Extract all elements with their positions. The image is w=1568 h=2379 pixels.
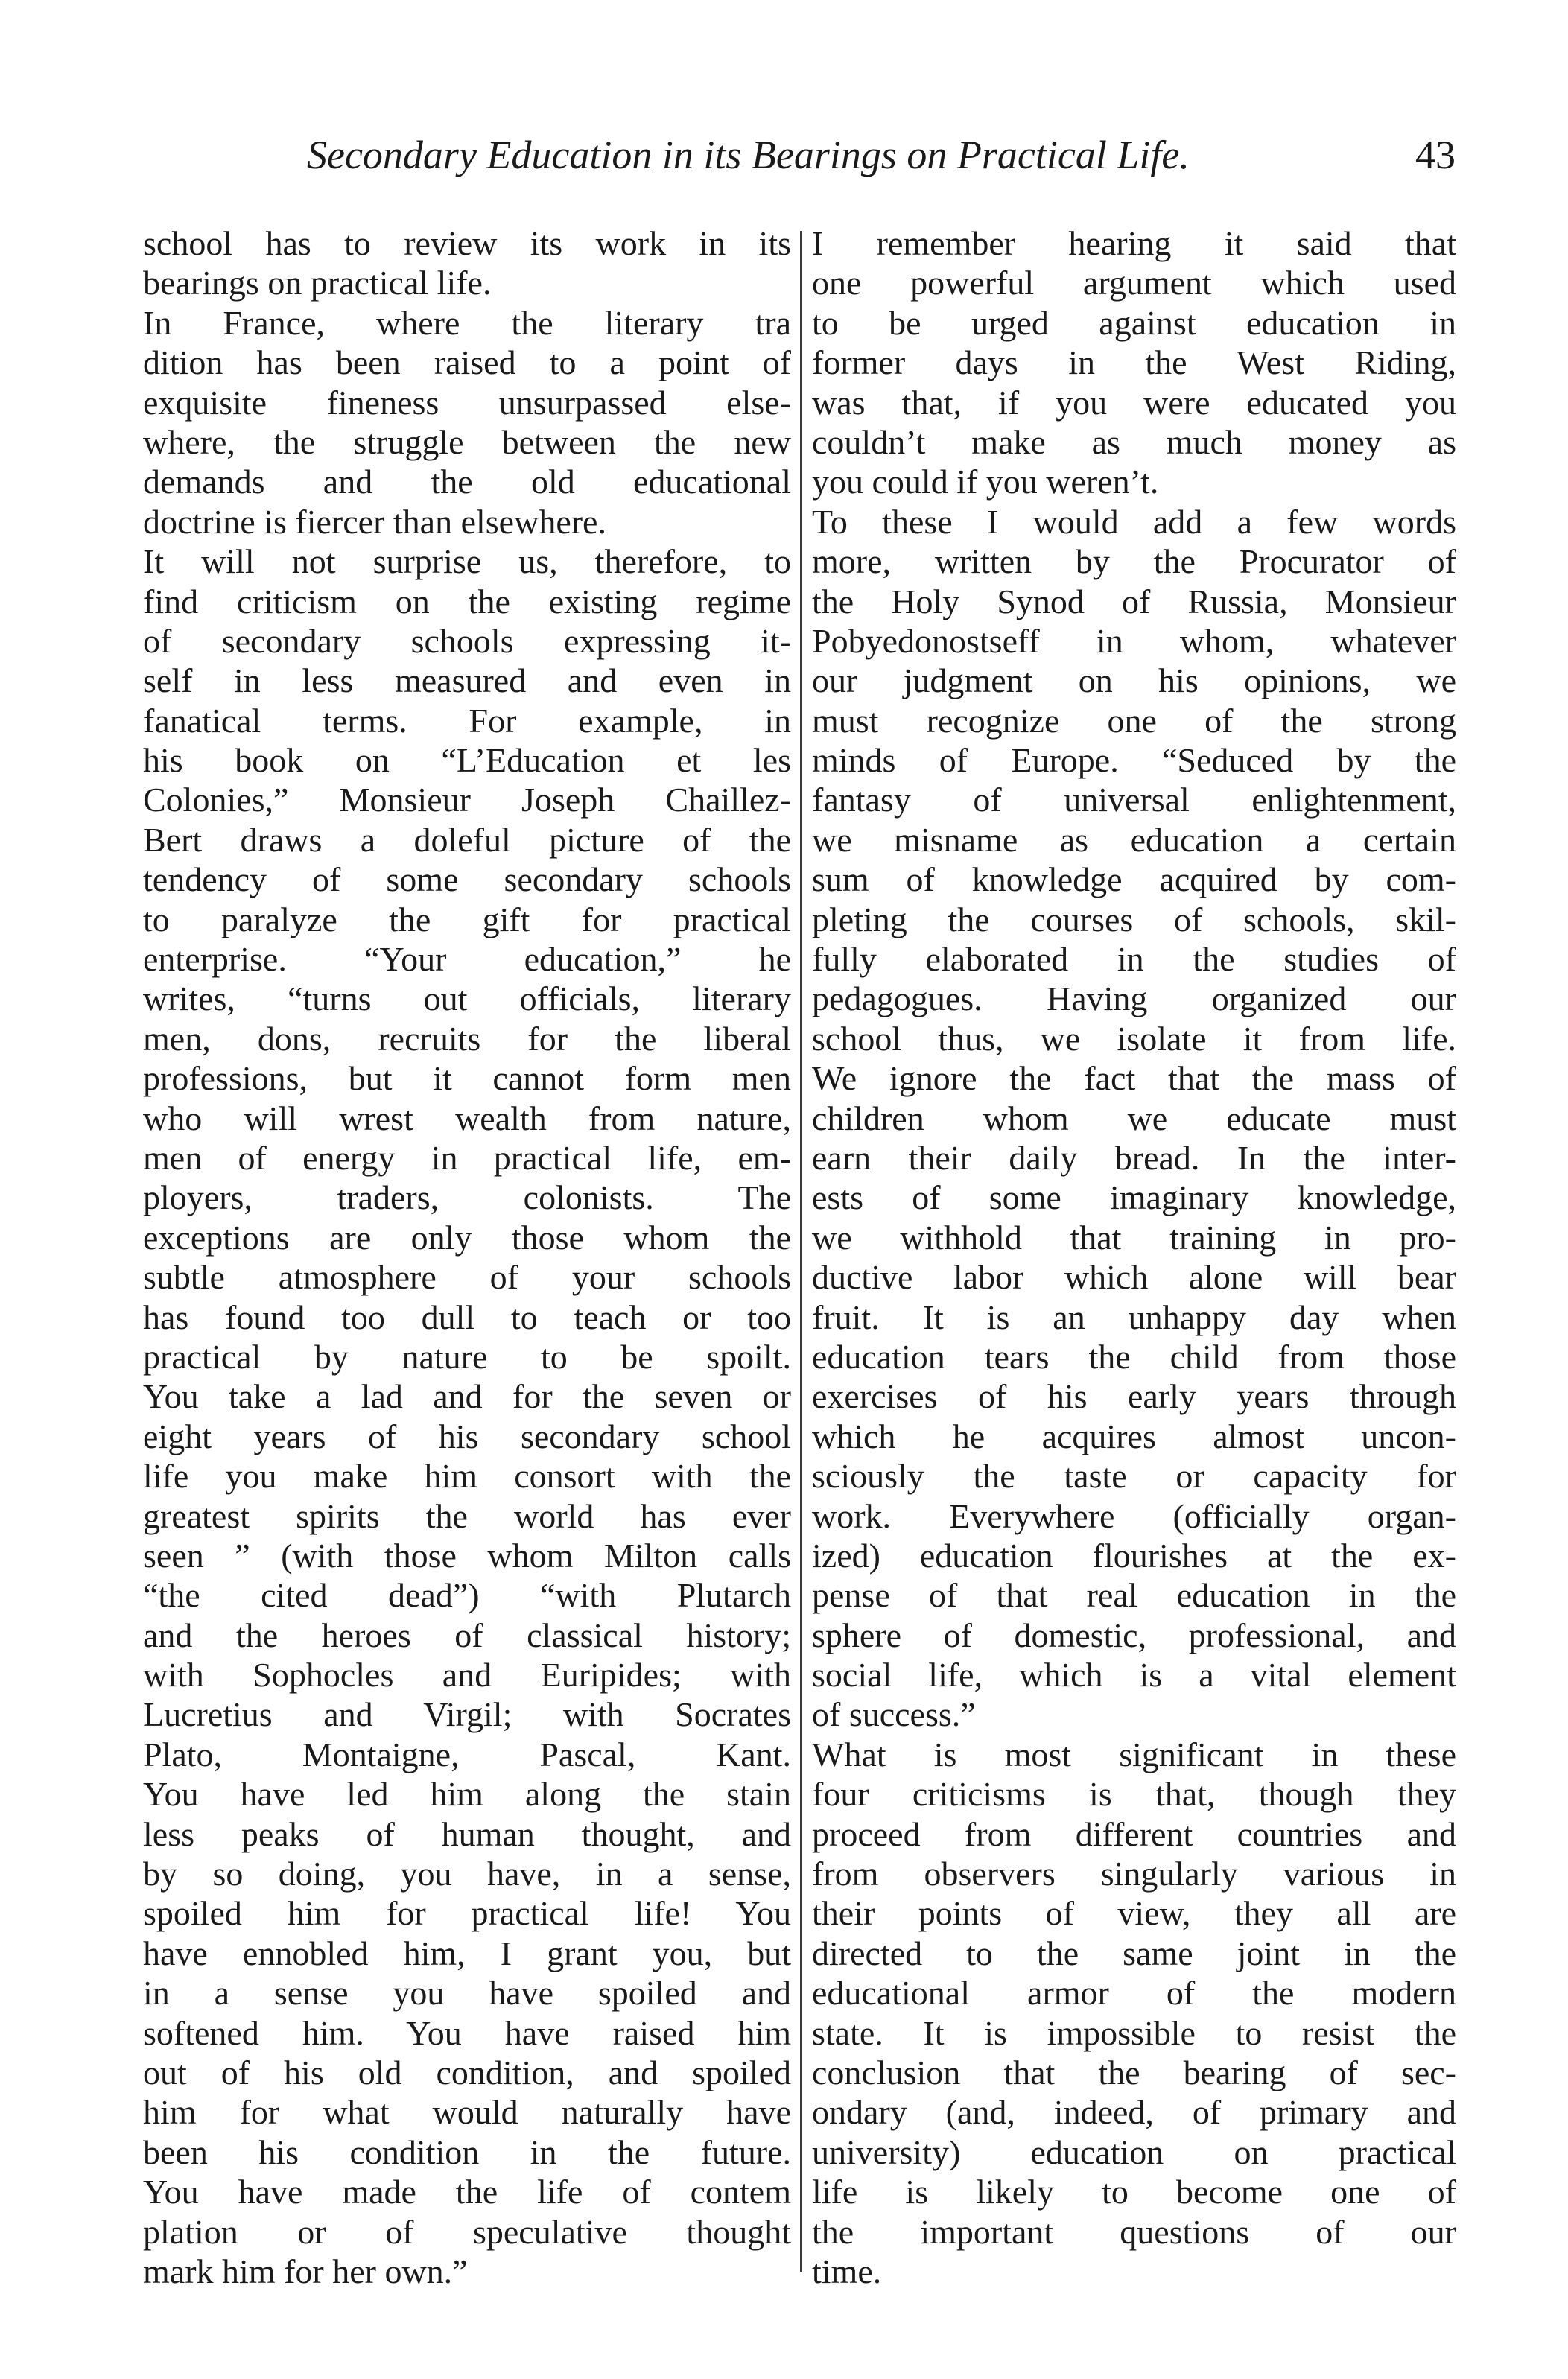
- text-line: life is likely to become one of: [812, 2173, 1456, 2211]
- text-line: tendency of some secondary schools: [143, 860, 791, 899]
- text-line: from observers singularly various in: [812, 1855, 1456, 1893]
- text-line: exceptions are only those whom the: [143, 1218, 791, 1257]
- text-line: writes, “turns out officials, literary: [143, 979, 791, 1018]
- text-line: Bert draws a doleful picture of the: [143, 820, 791, 859]
- text-line: pedagogues. Having organized our: [812, 979, 1456, 1018]
- text-line: was that, if you were educated you: [812, 383, 1456, 422]
- text-line: practical by nature to be spoilt.: [143, 1337, 791, 1376]
- text-line: our judgment on his opinions, we: [812, 661, 1456, 700]
- text-line: seen ” (with those whom Milton calls: [143, 1536, 791, 1575]
- text-line: by so doing, you have, in a sense,: [143, 1855, 791, 1893]
- column-divider: [800, 231, 802, 2272]
- text-line: the important questions of our: [812, 2212, 1456, 2251]
- text-line: who will wrest wealth from nature,: [143, 1099, 791, 1137]
- text-line: sum of knowledge acquired by com-: [812, 860, 1456, 899]
- text-line: his book on “L’Education et les: [143, 741, 791, 780]
- text-line: I remember hearing it said that: [812, 224, 1456, 262]
- text-line: pense of that real education in the: [812, 1576, 1456, 1615]
- text-line: enterprise. “Your education,” he: [143, 940, 791, 979]
- text-line: social life, which is a vital element: [812, 1656, 1456, 1694]
- text-line: subtle atmosphere of your schools: [143, 1258, 791, 1297]
- text-line: school has to review its work in its: [143, 224, 791, 262]
- text-line: You have led him along the stain: [143, 1775, 791, 1814]
- text-line: their points of view, they all are: [812, 1894, 1456, 1933]
- text-line: have ennobled him, I grant you, but: [143, 1934, 791, 1972]
- text-line: dition has been raised to a point of: [143, 343, 791, 382]
- text-line: spoiled him for practical life! You: [143, 1894, 791, 1933]
- text-line: of success.”: [812, 1695, 976, 1734]
- text-line: out of his old condition, and spoiled: [143, 2053, 791, 2091]
- text-line: university) education on practical: [812, 2132, 1456, 2171]
- text-line: where, the struggle between the new: [143, 422, 791, 461]
- text-line: doctrine is fiercer than elsewhere.: [143, 502, 606, 541]
- text-line: exquisite fineness unsurpassed else-: [143, 383, 791, 422]
- text-line: conclusion that the bearing of sec-: [812, 2053, 1456, 2091]
- left-text-column: [143, 223, 791, 2291]
- text-line: exercises of his early years through: [812, 1377, 1456, 1416]
- text-line: professions, but it cannot form men: [143, 1059, 791, 1098]
- text-line: find criticism on the existing regime: [143, 582, 791, 620]
- text-line: fully elaborated in the studies of: [812, 940, 1456, 979]
- text-line: must recognize one of the strong: [812, 701, 1456, 740]
- text-line: fantasy of universal enlightenment,: [812, 781, 1456, 819]
- text-line: one powerful argument which used: [812, 264, 1456, 302]
- text-line: with Sophocles and Euripides; with: [143, 1656, 791, 1694]
- text-line: demands and the old educational: [143, 463, 791, 501]
- text-line: men of energy in practical life, em-: [143, 1138, 791, 1177]
- text-line: we withhold that training in pro-: [812, 1218, 1456, 1257]
- text-line: less peaks of human thought, and: [143, 1814, 791, 1853]
- text-line: state. It is impossible to resist the: [812, 2013, 1456, 2052]
- text-line: children whom we educate must: [812, 1099, 1456, 1137]
- text-line: self in less measured and even in: [143, 661, 791, 700]
- text-line: ests of some imaginary knowledge,: [812, 1178, 1456, 1217]
- text-line: four criticisms is that, though they: [812, 1775, 1456, 1814]
- text-line: the Holy Synod of Russia, Monsieur: [812, 582, 1456, 620]
- right-text-column: [812, 223, 1456, 2291]
- text-line: educational armor of the modern: [812, 1974, 1456, 2013]
- running-head: Secondary Education in its Bearings on Practical Life.: [307, 133, 1190, 177]
- page-number: 43: [1415, 133, 1456, 177]
- text-line: We ignore the fact that the mass of: [812, 1059, 1456, 1098]
- text-line: You have made the life of contem: [143, 2173, 791, 2211]
- text-line: and the heroes of classical history;: [143, 1616, 791, 1654]
- text-line: fanatical terms. For example, in: [143, 701, 791, 740]
- text-line: ized) education flourishes at the ex-: [812, 1536, 1456, 1575]
- text-line: to be urged against education in: [812, 303, 1456, 342]
- text-line: been his condition in the future.: [143, 2132, 791, 2171]
- text-line: Colonies,” Monsieur Joseph Chaillez-: [143, 781, 791, 819]
- text-line: school thus, we isolate it from life.: [812, 1019, 1456, 1058]
- text-line: former days in the West Riding,: [812, 343, 1456, 382]
- text-line: to paralyze the gift for practical: [143, 900, 791, 938]
- text-line: which he acquires almost uncon-: [812, 1417, 1456, 1455]
- text-line: ductive labor which alone will bear: [812, 1258, 1456, 1297]
- text-line: him for what would naturally have: [143, 2093, 791, 2132]
- text-line: more, written by the Procurator of: [812, 542, 1456, 581]
- text-line: directed to the same joint in the: [812, 1934, 1456, 1972]
- text-line: bearings on practical life.: [143, 264, 492, 302]
- text-line: ployers, traders, colonists. The: [143, 1178, 791, 1217]
- text-line: couldn’t make as much money as: [812, 422, 1456, 461]
- text-line: life you make him consort with the: [143, 1457, 791, 1496]
- text-line: mark him for her own.”: [143, 2252, 468, 2290]
- text-line: in a sense you have spoiled and: [143, 1974, 791, 2013]
- text-line: sphere of domestic, professional, and: [812, 1616, 1456, 1654]
- text-line: Pobyedonostseff in whom, whatever: [812, 621, 1456, 660]
- text-line: In France, where the literary tra: [143, 303, 791, 342]
- text-line: It will not surprise us, therefore, to: [143, 542, 791, 581]
- text-line: You take a lad and for the seven or: [143, 1377, 791, 1416]
- text-line: proceed from different countries and: [812, 1814, 1456, 1853]
- text-line: greatest spirits the world has ever: [143, 1496, 791, 1535]
- text-line: eight years of his secondary school: [143, 1417, 791, 1455]
- text-line: work. Everywhere (officially organ-: [812, 1496, 1456, 1535]
- text-line: time.: [812, 2252, 882, 2290]
- page-header: [0, 125, 1568, 185]
- text-line: has found too dull to teach or too: [143, 1298, 791, 1336]
- text-line: pleting the courses of schools, skil-: [812, 900, 1456, 938]
- text-line: minds of Europe. “Seduced by the: [812, 741, 1456, 780]
- text-line: What is most significant in these: [812, 1735, 1456, 1773]
- text-line: of secondary schools expressing it-: [143, 621, 791, 660]
- text-line: Lucretius and Virgil; with Socrates: [143, 1695, 791, 1734]
- text-line: men, dons, recruits for the liberal: [143, 1019, 791, 1058]
- text-line: softened him. You have raised him: [143, 2013, 791, 2052]
- text-line: plation or of speculative thought: [143, 2212, 791, 2251]
- text-line: you could if you weren’t.: [812, 463, 1159, 501]
- text-line: education tears the child from those: [812, 1337, 1456, 1376]
- text-line: To these I would add a few words: [812, 502, 1456, 541]
- text-line: we misname as education a certain: [812, 820, 1456, 859]
- text-line: Plato, Montaigne, Pascal, Kant.: [143, 1735, 791, 1773]
- text-line: ondary (and, indeed, of primary and: [812, 2093, 1456, 2132]
- text-line: “the cited dead”) “with Plutarch: [143, 1576, 791, 1615]
- text-line: earn their daily bread. In the inter-: [812, 1138, 1456, 1177]
- text-line: fruit. It is an unhappy day when: [812, 1298, 1456, 1336]
- text-line: sciously the taste or capacity for: [812, 1457, 1456, 1496]
